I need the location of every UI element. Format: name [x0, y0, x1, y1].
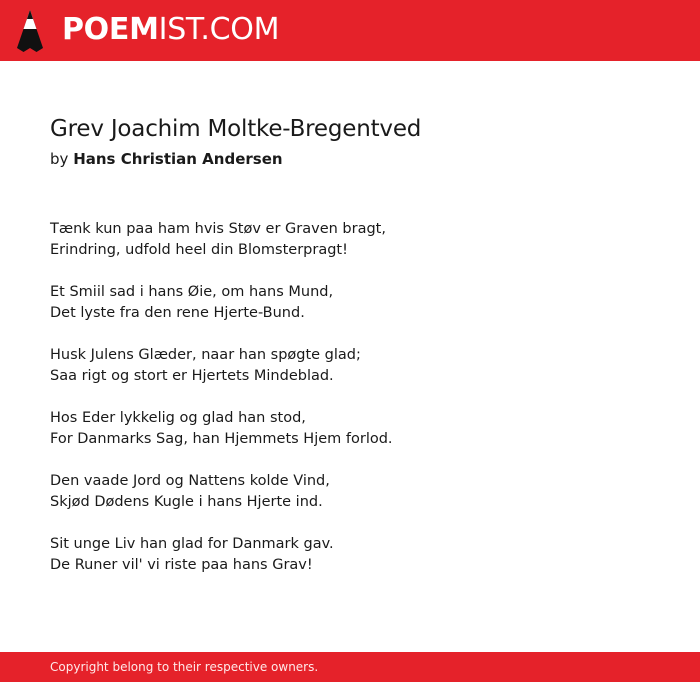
poem-line: Saa rigt og stort er Hjertets Mindeblad. — [50, 368, 334, 384]
stanza — [50, 471, 650, 513]
site-footer — [0, 652, 700, 682]
poem-body — [50, 219, 650, 597]
logo-light-text: IST.COM — [158, 12, 280, 47]
site-logo[interactable] — [62, 10, 279, 50]
stanza — [50, 282, 650, 324]
copyright-text: Copyright belong to their respective owners. — [50, 660, 319, 674]
stanza — [50, 345, 650, 387]
poem-line: Den vaade Jord og Nattens kolde Vind, — [50, 473, 330, 489]
poem-line: For Danmarks Sag, han Hjemmets Hjem forlod. — [50, 431, 393, 447]
byline — [50, 150, 283, 168]
pencil-icon[interactable] — [17, 10, 43, 52]
poem-line: Erindring, udfold heel din Blomsterpragt! — [50, 242, 348, 258]
poem-line: De Runer vil' vi riste paa hans Grav! — [50, 557, 313, 573]
logo-bold-text: POEM — [62, 12, 159, 47]
poem-line: Det lyste fra den rene Hjerte-Bund. — [50, 305, 305, 321]
poem-line: Skjød Dødens Kugle i hans Hjerte ind. — [50, 494, 323, 510]
poem-title: Grev Joachim Moltke-Bregentved — [50, 116, 422, 142]
poem-line: Husk Julens Glæder, naar han spøgte glad; — [50, 347, 361, 363]
poem-line: Et Smiil sad i hans Øie, om hans Mund, — [50, 284, 334, 300]
stanza — [50, 534, 650, 576]
poem-line: Hos Eder lykkelig og glad han stod, — [50, 410, 306, 426]
by-label: by — [50, 150, 69, 168]
site-header — [0, 0, 700, 61]
author-name: Hans Christian Andersen — [73, 150, 283, 168]
stanza — [50, 219, 650, 261]
poem-line: Tænk kun paa ham hvis Støv er Graven bragt, — [50, 221, 386, 237]
poem-line: Sit unge Liv han glad for Danmark gav. — [50, 536, 334, 552]
stanza — [50, 408, 650, 450]
